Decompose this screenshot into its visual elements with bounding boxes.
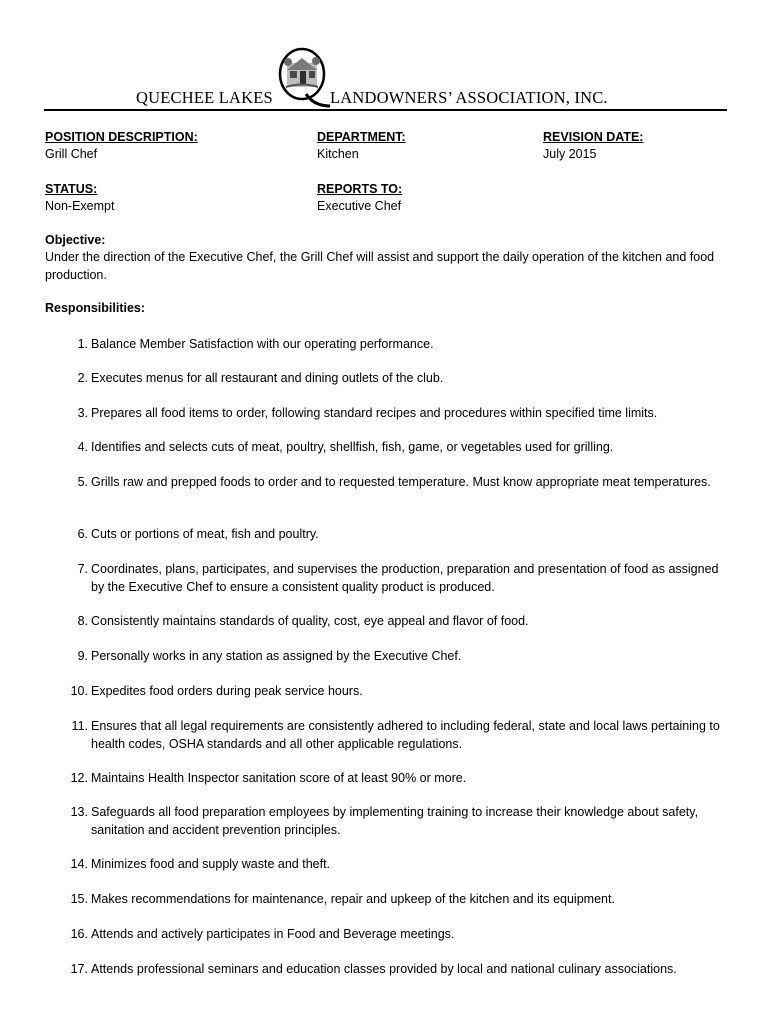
q-logo-icon	[276, 44, 332, 108]
position-label: POSITION DESCRIPTION:	[45, 130, 198, 144]
list-item-number: 7.	[77, 562, 88, 576]
list-item-number: 12.	[70, 771, 88, 785]
objective-text: Under the direction of the Executive Chef, the Grill Chef will assist and support the daily operation of the kitchen and food production.	[45, 250, 715, 282]
list-item-number: 5.	[77, 475, 88, 489]
list-item-number: 9.	[77, 649, 88, 663]
responsibilities-heading: Responsibilities:	[45, 301, 146, 315]
list-item-number: 16.	[70, 927, 88, 941]
status-label: STATUS:	[45, 182, 98, 196]
list-item-text: Ensures that all legal requirements are consistently adhered to including federal, state and local laws pertaining to health codes, OSHA standards and all other applicable regulations.	[91, 719, 720, 751]
list-item-number: 8.	[77, 614, 88, 628]
list-item-text: Makes recommendations for maintenance, repair and upkeep of the kitchen and its equipment.	[91, 892, 615, 906]
letterhead	[0, 0, 770, 120]
list-item-number: 15.	[70, 892, 88, 906]
list-item-text: Balance Member Satisfaction with our operating performance.	[91, 337, 434, 351]
objective-heading: Objective:	[45, 233, 106, 247]
list-item-text: Executes menus for all restaurant and dining outlets of the club.	[91, 371, 444, 385]
list-item-number: 10.	[70, 684, 88, 698]
status-value: Non-Exempt	[45, 199, 115, 213]
list-item-text: Safeguards all food preparation employees by implementing training to increase their knowledge about safety, sanitation and accident prevention principles.	[91, 805, 699, 837]
department-value: Kitchen	[317, 147, 359, 161]
list-item-number: 11.	[71, 719, 88, 733]
list-item-text: Attends and actively participates in Food and Beverage meetings.	[91, 927, 455, 941]
position-value: Grill Chef	[45, 147, 98, 161]
revision-date-value: July 2015	[543, 147, 597, 161]
list-item-number: 2.	[77, 371, 88, 385]
list-item-number: 14.	[70, 857, 88, 871]
list-item-number: 1.	[77, 337, 88, 351]
org-name-left: QUECHEE LAKES	[136, 88, 273, 107]
list-item-number: 3.	[77, 406, 88, 420]
list-item-text: Coordinates, plans, participates, and supervises the production, preparation and presentation of food as assigned by the Executive Chef to ensure a consistent quality product is produced.	[91, 562, 719, 594]
list-item-text: Grills raw and prepped foods to order and to requested temperature. Must know appropriate meat temperatures.	[91, 475, 711, 489]
list-item-text: Expedites food orders during peak service hours.	[91, 684, 363, 698]
header-divider	[44, 109, 727, 111]
list-item-text: Maintains Health Inspector sanitation score of at least 90% or more.	[91, 771, 467, 785]
department-label: DEPARTMENT:	[317, 130, 406, 144]
list-item-number: 4.	[77, 440, 88, 454]
list-item-text: Identifies and selects cuts of meat, poultry, shellfish, fish, game, or vegetables used for grilling.	[91, 440, 614, 454]
list-item-text: Cuts or portions of meat, fish and poultry.	[91, 527, 319, 541]
list-item-text: Personally works in any station as assigned by the Executive Chef.	[91, 649, 462, 663]
list-item-text: Prepares all food items to order, following standard recipes and procedures within specified time limits.	[91, 406, 658, 420]
list-item-text: Attends professional seminars and education classes provided by local and national culinary associations.	[91, 962, 677, 976]
list-item-text: Minimizes food and supply waste and theft.	[91, 857, 331, 871]
list-item-number: 13.	[70, 805, 88, 819]
list-item-number: 17.	[70, 962, 88, 976]
list-item-text: Consistently maintains standards of quality, cost, eye appeal and flavor of food.	[91, 614, 529, 628]
reports-to-label: REPORTS TO:	[317, 182, 403, 196]
org-name-right: LANDOWNERS’ ASSOCIATION, INC.	[330, 88, 608, 107]
revision-date-label: REVISION DATE:	[543, 130, 644, 144]
list-item-number: 6.	[77, 527, 88, 541]
reports-to-value: Executive Chef	[317, 199, 402, 213]
